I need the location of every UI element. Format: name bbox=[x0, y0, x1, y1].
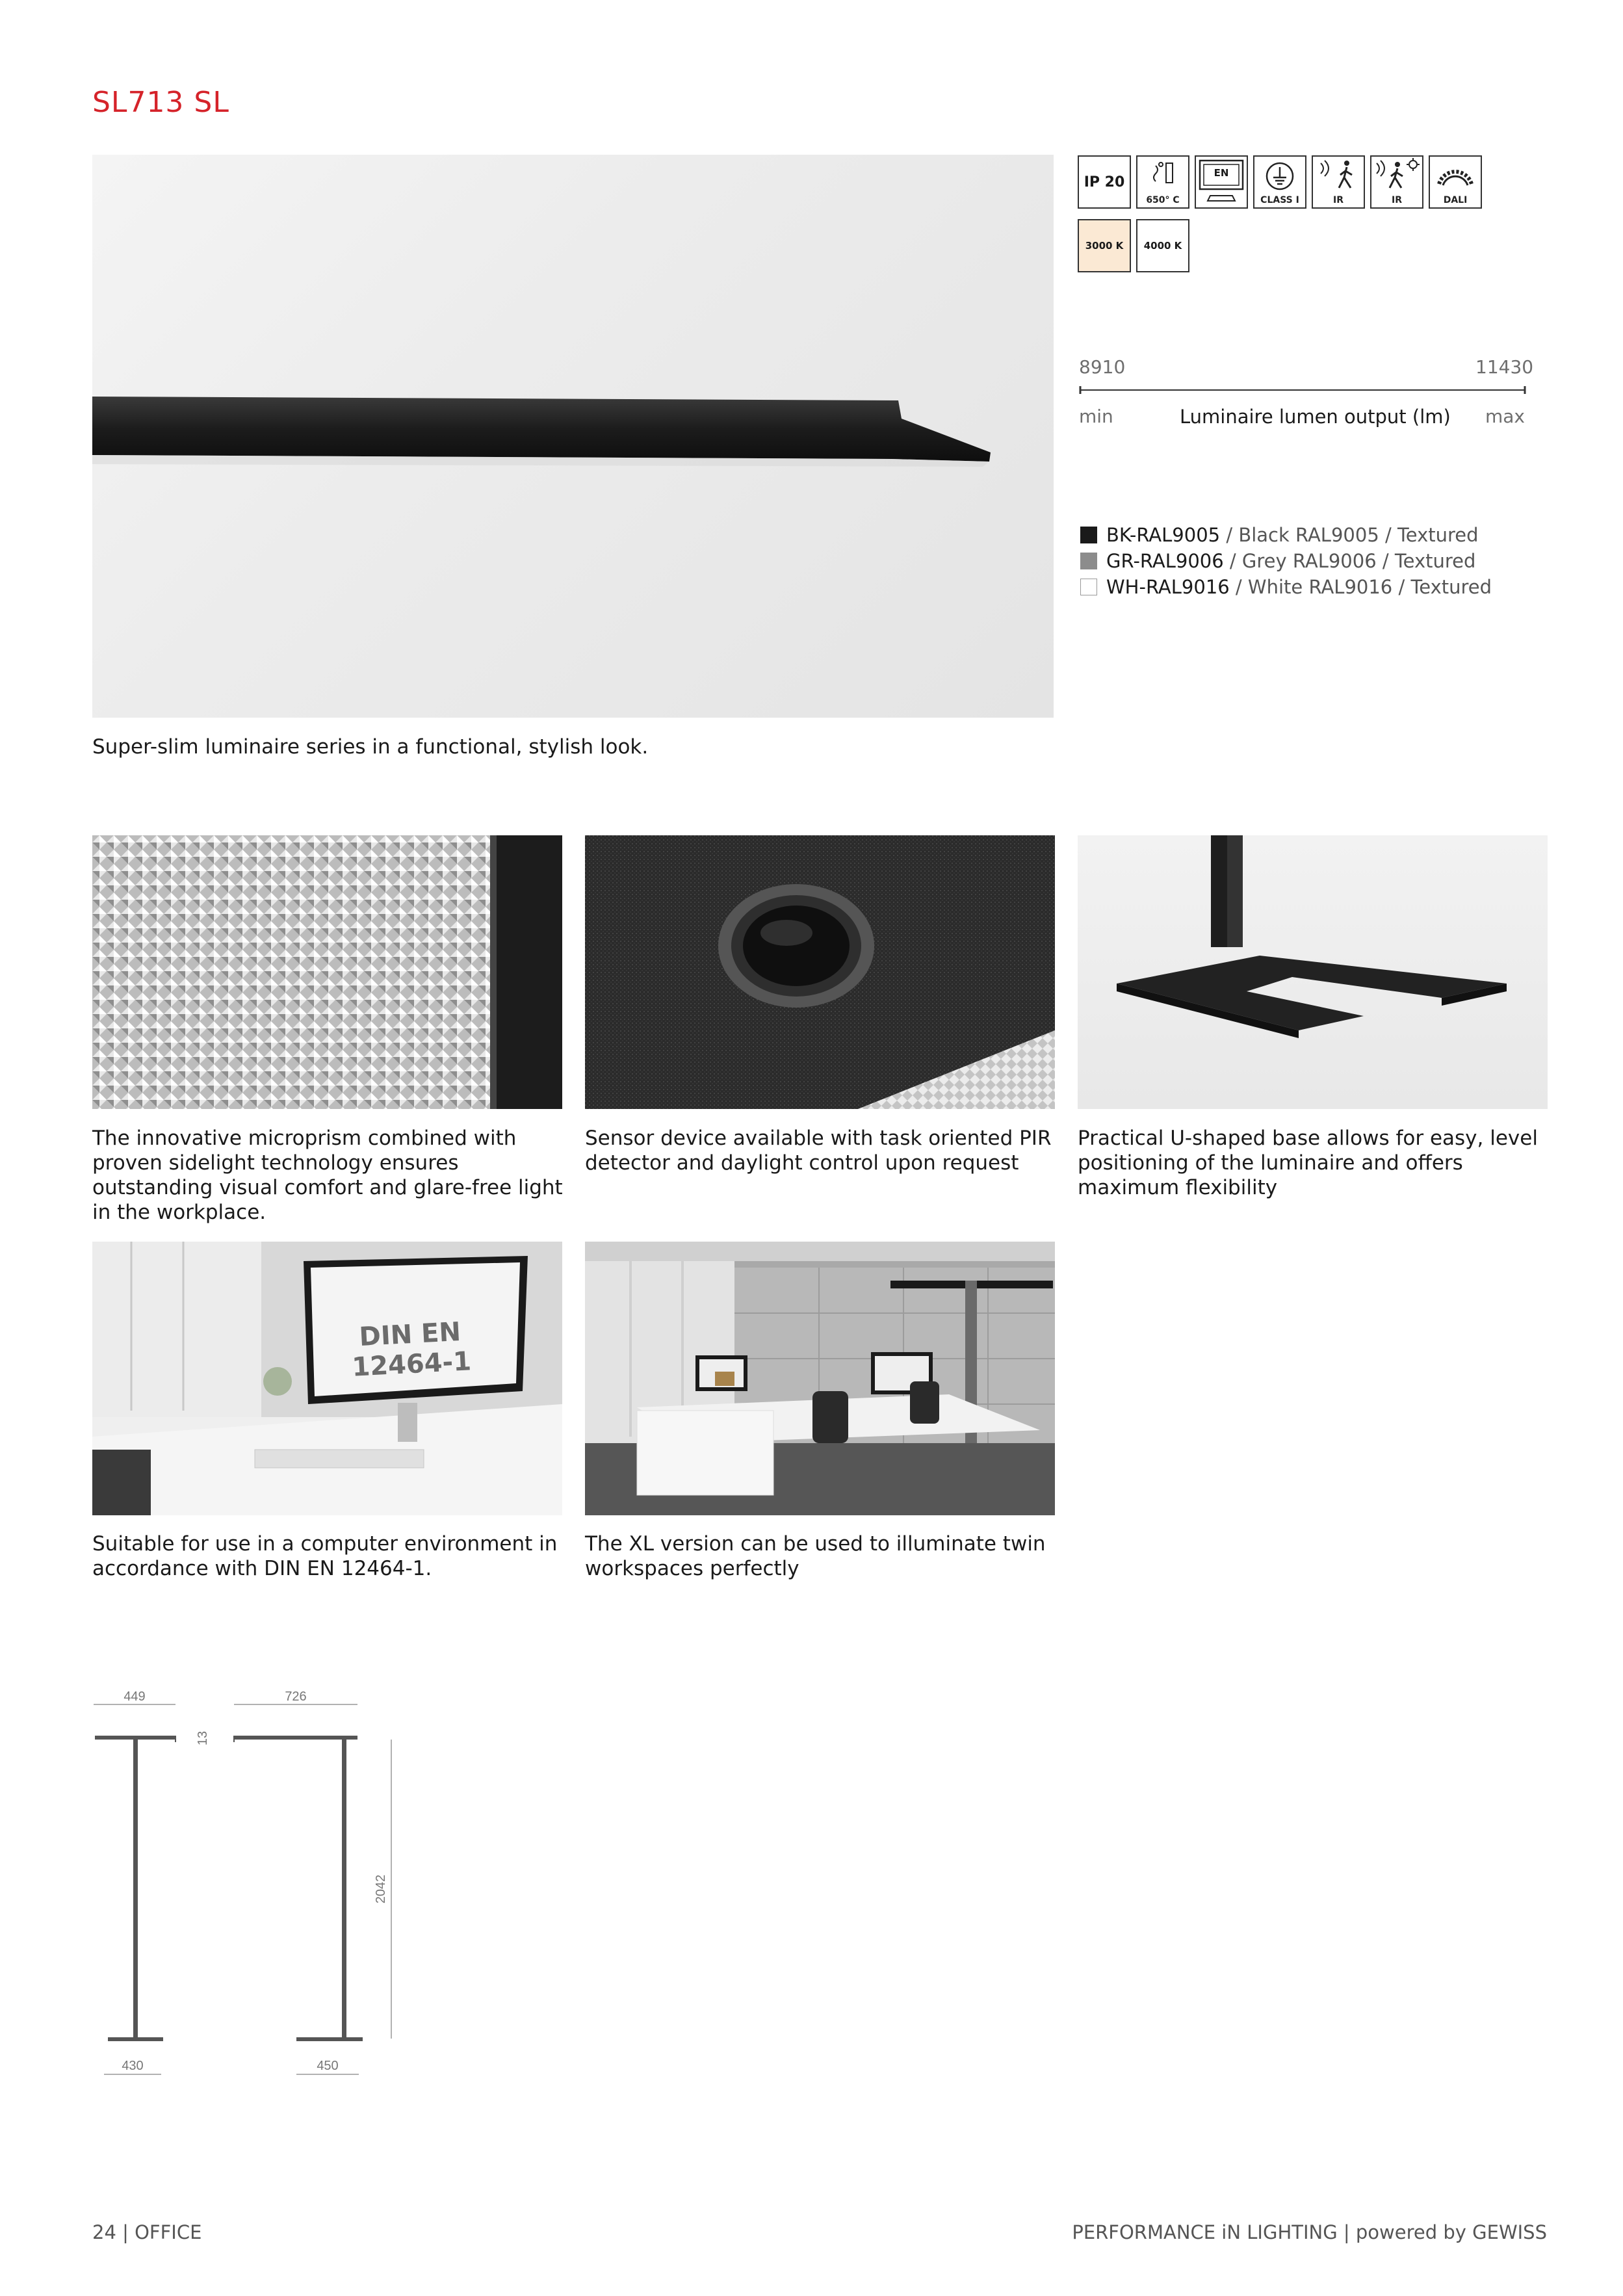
ip-rating-label: IP 20 bbox=[1084, 174, 1125, 190]
product-title: SL713 SL bbox=[92, 86, 229, 119]
front-base-value: 450 bbox=[317, 2059, 339, 2073]
height-value: 2042 bbox=[374, 1874, 388, 1904]
black-swatch bbox=[1080, 527, 1097, 543]
lumen-range-line bbox=[1079, 385, 1527, 395]
finish-desc: / Grey RAL9006 / Textured bbox=[1223, 550, 1476, 572]
dali-label: DALI bbox=[1443, 195, 1468, 205]
xl-office-caption: The XL version can be used to illuminate twin workspaces perfectly bbox=[585, 1532, 1046, 1580]
color-temp-4000k bbox=[1136, 219, 1189, 272]
sensor-caption: Sensor device available with task oriented PIR detector and daylight control upon request bbox=[585, 1127, 1052, 1175]
ir-label: IR bbox=[1333, 195, 1344, 205]
lumen-min-label: min bbox=[1079, 406, 1113, 427]
sensor-image bbox=[585, 835, 1055, 1109]
side-width-value: 449 bbox=[123, 1690, 146, 1704]
open-office-illustration bbox=[585, 1242, 1055, 1515]
microprism-texture bbox=[92, 835, 562, 1109]
side-pole bbox=[133, 1740, 138, 2039]
finish-code: WH-RAL9016 bbox=[1106, 576, 1230, 598]
finish-desc: / Black RAL9005 / Textured bbox=[1220, 524, 1479, 546]
lumen-max-label: max bbox=[1485, 406, 1525, 427]
ir-sensor-icon bbox=[1312, 155, 1365, 209]
color-temp-label: 3000 K bbox=[1085, 240, 1124, 252]
sensor-illustration bbox=[585, 835, 1055, 1109]
ip-rating-icon bbox=[1078, 155, 1131, 209]
glow-wire-symbol bbox=[1137, 157, 1188, 196]
head-height-value: 13 bbox=[196, 1730, 210, 1746]
computer-environment-caption: Suitable for use in a computer environment in accordance with DIN EN 12464-1. bbox=[92, 1532, 558, 1580]
finish-desc: / White RAL9016 / Textured bbox=[1229, 576, 1492, 598]
lumen-min-value: 8910 bbox=[1079, 356, 1126, 378]
footer-brand: PERFORMANCE iN LIGHTING | powered by GEWISS bbox=[1072, 2221, 1547, 2243]
ir-daylight-label: IR bbox=[1392, 195, 1402, 205]
earth-symbol bbox=[1254, 157, 1305, 196]
front-base bbox=[296, 2037, 363, 2041]
microprism-caption: The innovative microprism combined with proven sidelight technology ensures outstanding visual comfort and glare-free light in the workplace. bbox=[92, 1127, 563, 1224]
lumen-output-label: Luminaire lumen output (lm) bbox=[1180, 406, 1451, 428]
lumen-max-value: 11430 bbox=[1475, 356, 1534, 378]
ir-daylight-sensor-icon bbox=[1370, 155, 1423, 209]
grey-swatch bbox=[1080, 553, 1097, 569]
footer-page-section: 24 | OFFICE bbox=[92, 2221, 202, 2243]
class-i-label: CLASS I bbox=[1260, 195, 1299, 205]
side-head bbox=[95, 1736, 175, 1740]
glow-wire-icon bbox=[1136, 155, 1189, 209]
en-label: EN bbox=[1214, 167, 1229, 179]
front-width-value: 726 bbox=[285, 1690, 307, 1704]
monitor-standard-text: DIN EN 12464-1 bbox=[351, 1316, 473, 1383]
pir-daylight-symbol bbox=[1371, 157, 1422, 196]
front-head bbox=[234, 1736, 357, 1740]
color-temp-label: 4000 K bbox=[1143, 240, 1182, 252]
en-standard-icon bbox=[1195, 155, 1248, 209]
finish-black bbox=[1080, 524, 1479, 546]
pir-symbol bbox=[1313, 157, 1364, 196]
finish-grey bbox=[1080, 550, 1475, 572]
dali-icon bbox=[1429, 155, 1482, 209]
side-base-value: 430 bbox=[122, 2059, 144, 2073]
finish-code: GR-RAL9006 bbox=[1106, 550, 1224, 572]
color-temp-3000k bbox=[1078, 219, 1131, 272]
side-base bbox=[108, 2037, 163, 2041]
base-caption: Practical U-shaped base allows for easy, level positioning of the luminaire and offers maximum flexibility bbox=[1078, 1127, 1538, 1199]
finish-white bbox=[1080, 576, 1492, 598]
xl-office-image bbox=[585, 1242, 1055, 1515]
front-pole bbox=[342, 1740, 346, 2039]
computer-environment-image bbox=[92, 1242, 562, 1515]
glow-wire-label: 650° C bbox=[1146, 195, 1180, 205]
microprism-image bbox=[92, 835, 562, 1109]
finish-code: BK-RAL9005 bbox=[1106, 524, 1221, 546]
dimension-drawing bbox=[84, 1690, 422, 2093]
u-base-illustration bbox=[1078, 835, 1548, 1109]
luminaire-profile-illustration bbox=[92, 155, 1054, 718]
white-swatch bbox=[1080, 579, 1097, 595]
hero-caption: Super-slim luminaire series in a functional, stylish look. bbox=[92, 735, 649, 759]
dali-symbol bbox=[1430, 157, 1481, 196]
en-monitor-symbol bbox=[1196, 157, 1247, 207]
hero-image bbox=[92, 155, 1054, 718]
class-i-icon bbox=[1253, 155, 1306, 209]
base-image bbox=[1078, 835, 1548, 1109]
